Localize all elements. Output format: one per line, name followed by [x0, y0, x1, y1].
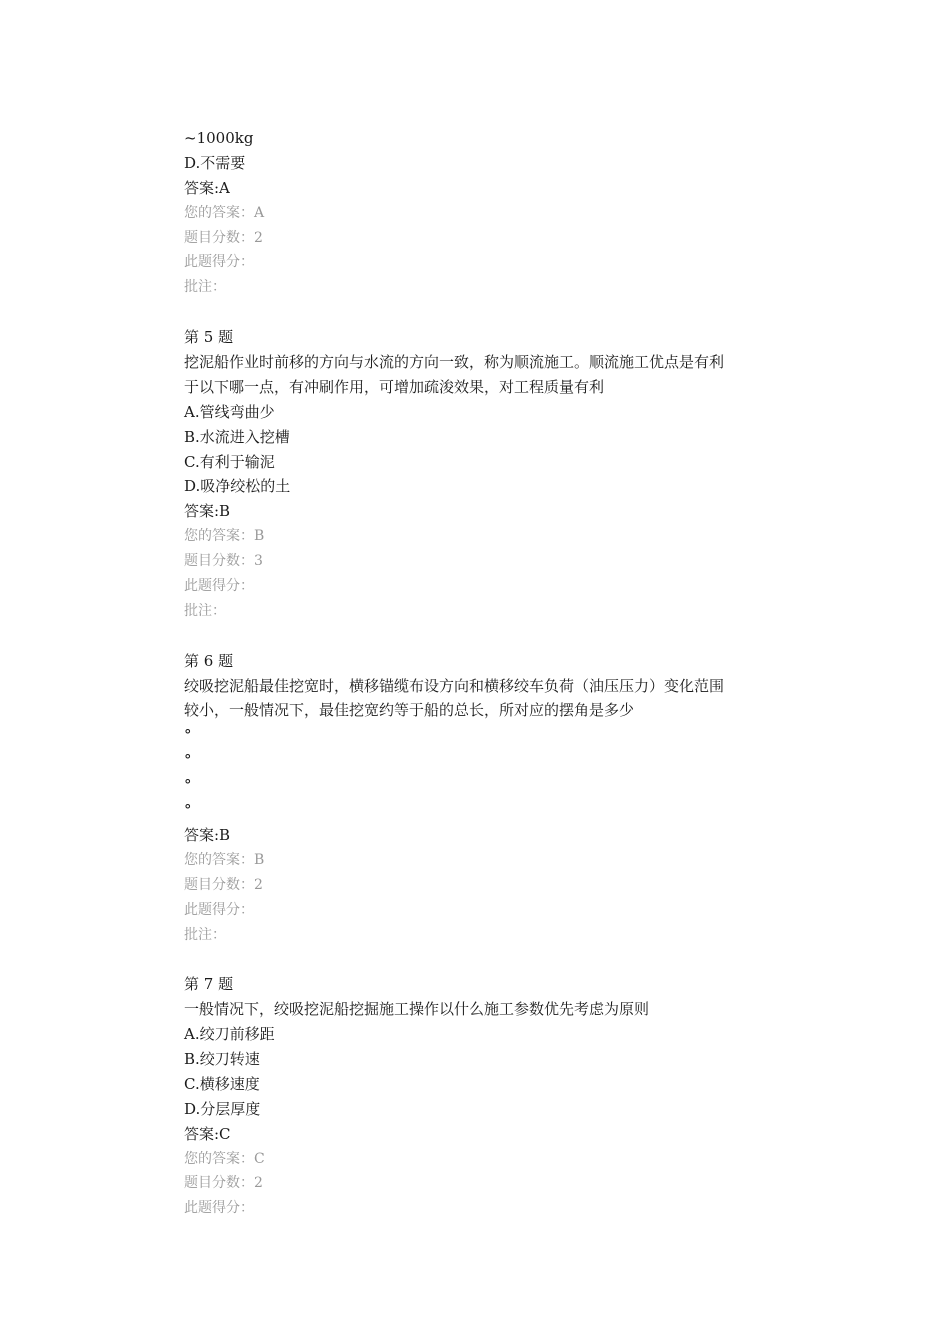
- q5-got-score: 此题得分：: [184, 578, 254, 595]
- q7-option-a: A.绞刀前移距: [184, 1025, 275, 1044]
- q6-answer: 答案:B: [184, 825, 231, 844]
- q7-answer: 答案:C: [184, 1124, 231, 1143]
- q4-your-answer: 您的答案：A: [184, 204, 265, 221]
- q5-stem-line2: 于以下哪一点，有冲刷作用，可增加疏浚效果，对工程质量有利: [184, 377, 605, 396]
- q5-comment: 批注：: [184, 602, 226, 619]
- q7-title: 第 7 题: [184, 975, 234, 994]
- q5-option-d: D.吸净绞松的土: [184, 477, 291, 496]
- spacer: [184, 624, 774, 649]
- q6-title: 第 6 题: [184, 651, 234, 670]
- q6-stem-line1: 绞吸挖泥船最佳挖宽时，横移锚缆布设方向和横移绞车负荷（油压压力）变化范围: [184, 676, 725, 695]
- q5-option-b: B.水流进入挖槽: [184, 427, 290, 446]
- q4-option-c-tail: ~1000kg: [184, 129, 254, 147]
- q4-option-d: D.不需要: [184, 153, 246, 172]
- q4-comment: 批注：: [184, 279, 226, 296]
- q6-your-answer: 您的答案：B: [184, 851, 265, 868]
- q6-option-d: °: [184, 801, 192, 820]
- spacer: [184, 300, 774, 325]
- q6-option-b: °: [184, 751, 192, 770]
- q5-your-answer: 您的答案：B: [184, 528, 265, 545]
- q7-option-b: B.绞刀转速: [184, 1049, 260, 1068]
- q5-title: 第 5 题: [184, 328, 234, 347]
- q7-option-c: C.横移速度: [184, 1074, 260, 1093]
- q4-got-score: 此题得分：: [184, 254, 254, 271]
- q7-option-d: D.分层厚度: [184, 1099, 261, 1118]
- q4-answer: 答案:A: [184, 178, 230, 197]
- spacer: [184, 947, 774, 972]
- q6-got-score: 此题得分：: [184, 901, 254, 918]
- q7-got-score: 此题得分：: [184, 1200, 254, 1217]
- exam-document: [184, 126, 774, 1221]
- q5-stem-line1: 挖泥船作业时前移的方向与水流的方向一致，称为顺流施工。顺流施工优点是有利: [184, 353, 725, 372]
- q7-stem-line1: 一般情况下，绞吸挖泥船挖掘施工操作以什么施工参数优先考虑为原则: [184, 1000, 650, 1019]
- q6-score: 题目分数：2: [184, 876, 263, 893]
- q7-your-answer: 您的答案：C: [184, 1150, 265, 1167]
- q6-option-c: °: [184, 776, 192, 795]
- q5-score: 题目分数：3: [184, 553, 263, 570]
- q6-option-a: °: [184, 726, 192, 745]
- q4-score: 题目分数：2: [184, 229, 263, 246]
- q7-score: 题目分数：2: [184, 1175, 263, 1192]
- q6-stem-line2: 较小，一般情况下，最佳挖宽约等于船的总长，所对应的摆角是多少: [184, 701, 635, 720]
- q5-option-a: A.管线弯曲少: [184, 402, 275, 421]
- q5-answer: 答案:B: [184, 502, 231, 521]
- q6-comment: 批注：: [184, 926, 226, 943]
- q5-option-c: C.有利于输泥: [184, 452, 275, 471]
